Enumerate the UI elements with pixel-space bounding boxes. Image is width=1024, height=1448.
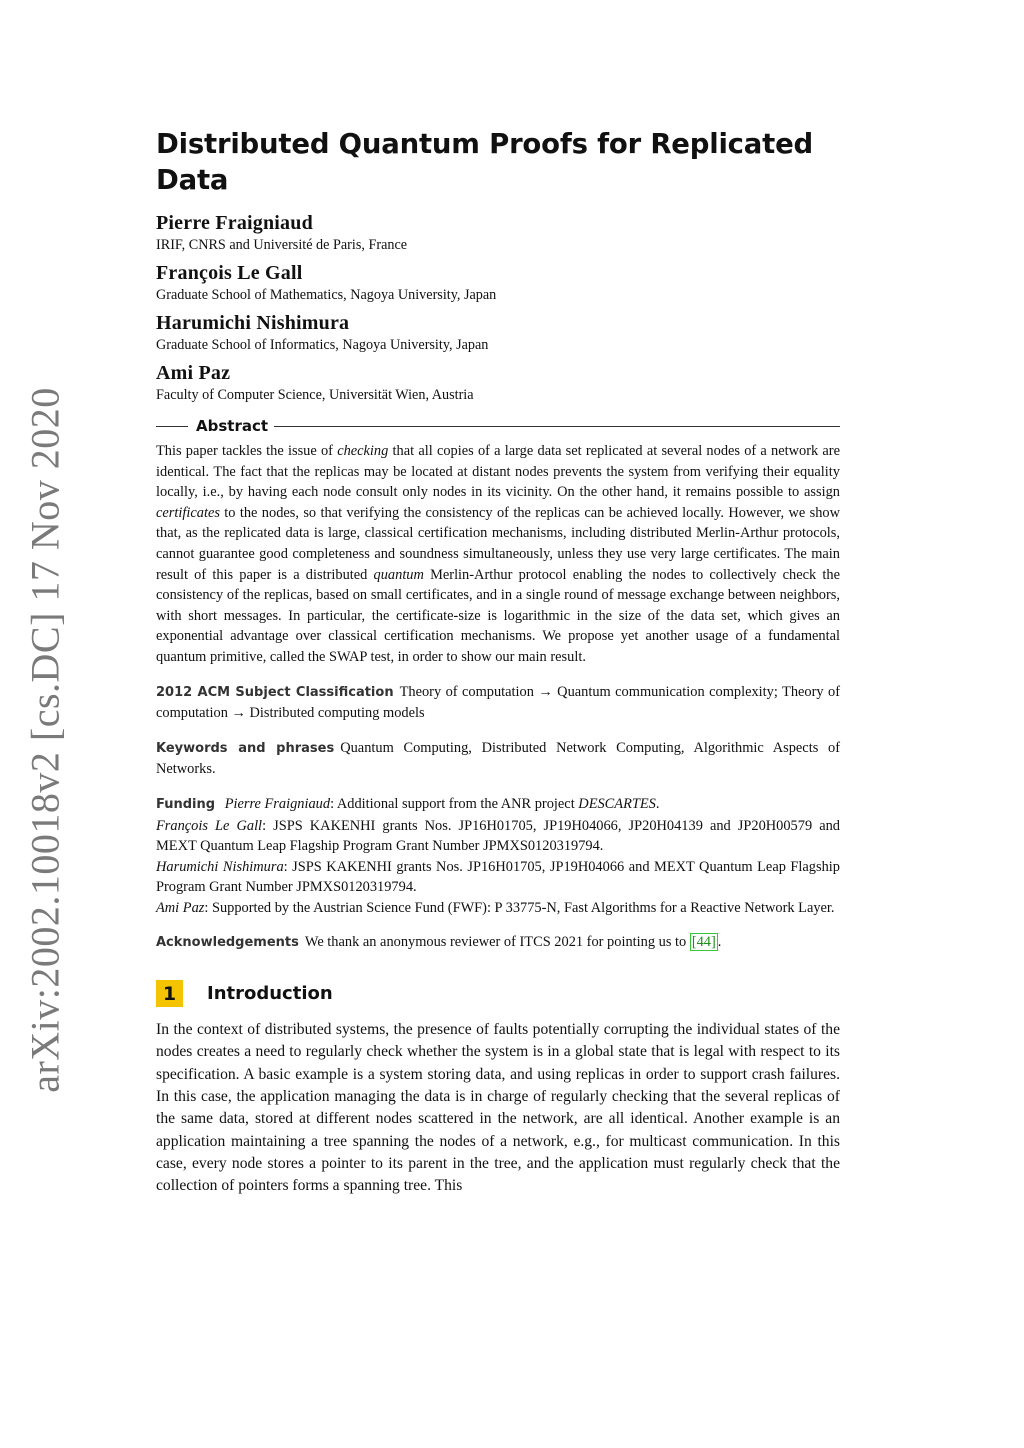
keywords [156,738,840,780]
introduction-paragraph: In the context of distributed systems, the presence of faults potentially corrupting the individual states of the nodes creates a need to regularly check whether the system is in a global state that is legal with respect to its specification. A basic example is a system storing data, and using replicas in order to support crash failures. In this case, the application managing the data is in charge of regularly checking that the several replicas of the same data, stored at different nodes scattered in the network, are all identical. Another example is an application maintaining a tree spanning the nodes of a network, e.g., for multicast communication. In this case, every node stores a pointer to its parent in the tree, and the application must regularly check that the collection of pointers forms a spanning tree. This [156,1021,840,1195]
funding-line [156,794,840,816]
author-name: François Le Gall [156,262,303,284]
author-affiliation: Faculty of Computer Science, Universität Wien, Austria [156,387,474,403]
abstract-label: Abstract [196,417,269,435]
citation-link[interactable]: [44] [691,934,716,951]
author-affiliation: Graduate School of Mathematics, Nagoya University, Japan [156,287,497,303]
funding-author: Harumichi Nishimura [156,858,284,875]
author-block [156,361,840,405]
acknowledgements-text: We thank an anonymous reviewer of ITCS 2021 for pointing us to [304,934,690,951]
arxiv-identifier-stamp: arXiv:2002.10018v2 [cs.DC] 17 Nov 2020 [22,387,68,1093]
acm-classification [156,682,840,724]
keywords-label: Keywords and phrases [156,740,335,756]
funding-project: DESCARTES [578,795,656,812]
acknowledgements [156,932,840,954]
author-block [156,211,840,255]
paper-title: Distributed Quantum Proofs for Replicated Data [156,128,814,196]
acknowledgements-end: . [717,934,722,951]
author-name: Ami Paz [156,362,231,384]
funding-label: Funding [156,796,216,812]
funding-block [156,794,840,919]
abstract-part-1: This paper tackles the issue of [156,443,338,459]
acm-text: Theory of computation → Quantum communication complexity; Theory of computation → Distributed computing models [156,683,840,722]
funding-author: Ami Paz [156,899,205,916]
abstract-rule-right [274,426,840,427]
abstract-rule-left [156,426,188,427]
abstract-heading [156,417,840,435]
section-number: 1 [156,980,183,1007]
acm-label: 2012 ACM Subject Classification [156,684,394,700]
funding-line [156,857,840,898]
abstract-text [156,441,840,668]
author-name: Pierre Fraigniaud [156,212,313,234]
funding-text: : JSPS KAKENHI grants Nos. JP16H01705, JP19H04066 and MEXT Quantum Leap Flagship Program Grant Number JPMXS0120319794. [156,858,840,896]
abstract-emphasis-checking: checking [337,443,389,459]
funding-text: : JSPS KAKENHI grants Nos. JP16H01705, JP19H04066, JP20H04139 and JP20H00579 and MEXT Quantum Leap Flagship Program Grant Number JPMXS0120319794. [156,817,840,855]
author-block [156,261,840,305]
funding-line [156,898,840,919]
abstract-part-2: that all copies of a large data set replicated at several nodes of a network are identical. The fact that the replicas may be located at distant nodes prevents the system from verifying their equality locally, i.e., by having each node consult only nodes in its vicinity. On the other hand, it remains possible to assign [156,443,840,501]
funding-author: Pierre Fraigniaud [224,795,331,812]
author-affiliation: Graduate School of Informatics, Nagoya University, Japan [156,337,489,353]
abstract-emphasis-quantum: quantum [373,566,424,583]
funding-text: : Additional support from the ANR project [330,795,579,812]
paper-first-page [156,126,840,1197]
funding-author: François Le Gall [156,817,263,834]
section-heading [156,980,840,1007]
abstract-part-3: to the nodes, so that verifying the consistency of the replicas can be achieved locally. However, we show that, as the replicated data is large, classical certification mechanisms, including distributed Merlin-Arthur protocols, cannot guarantee good completeness and soundness simultaneously, unless they use very large certificates. The main result of this paper is a distributed [156,504,840,583]
keywords-text: Quantum Computing, Distributed Network Computing, Algorithmic Aspects of Networks. [156,739,841,778]
abstract-part-4: Merlin-Arthur protocol enabling the nodes to collectively check the consistency of the replicas, based on small certificates, and in a single round of message exchange between neighbors, with short messages. In particular, the certificate-size is logarithmic in the size of the data set, which gives an exponential advantage over classical certification mechanisms. We propose yet another usage of a fundamental quantum primitive, called the SWAP test, in order to show our main result. [156,566,840,665]
section-title: Introduction [207,983,333,1005]
funding-text: : Supported by the Austrian Science Fund (FWF): P 33775-N, Fast Algorithms for a Reactive Network Layer. [204,899,835,916]
funding-end: . [655,795,660,812]
funding-line [156,816,840,857]
author-affiliation: IRIF, CNRS and Université de Paris, France [156,237,408,253]
author-name: Harumichi Nishimura [156,312,350,334]
acknowledgements-label: Acknowledgements [156,935,299,951]
author-block [156,311,840,355]
abstract-emphasis-certificates: certificates [156,504,220,521]
